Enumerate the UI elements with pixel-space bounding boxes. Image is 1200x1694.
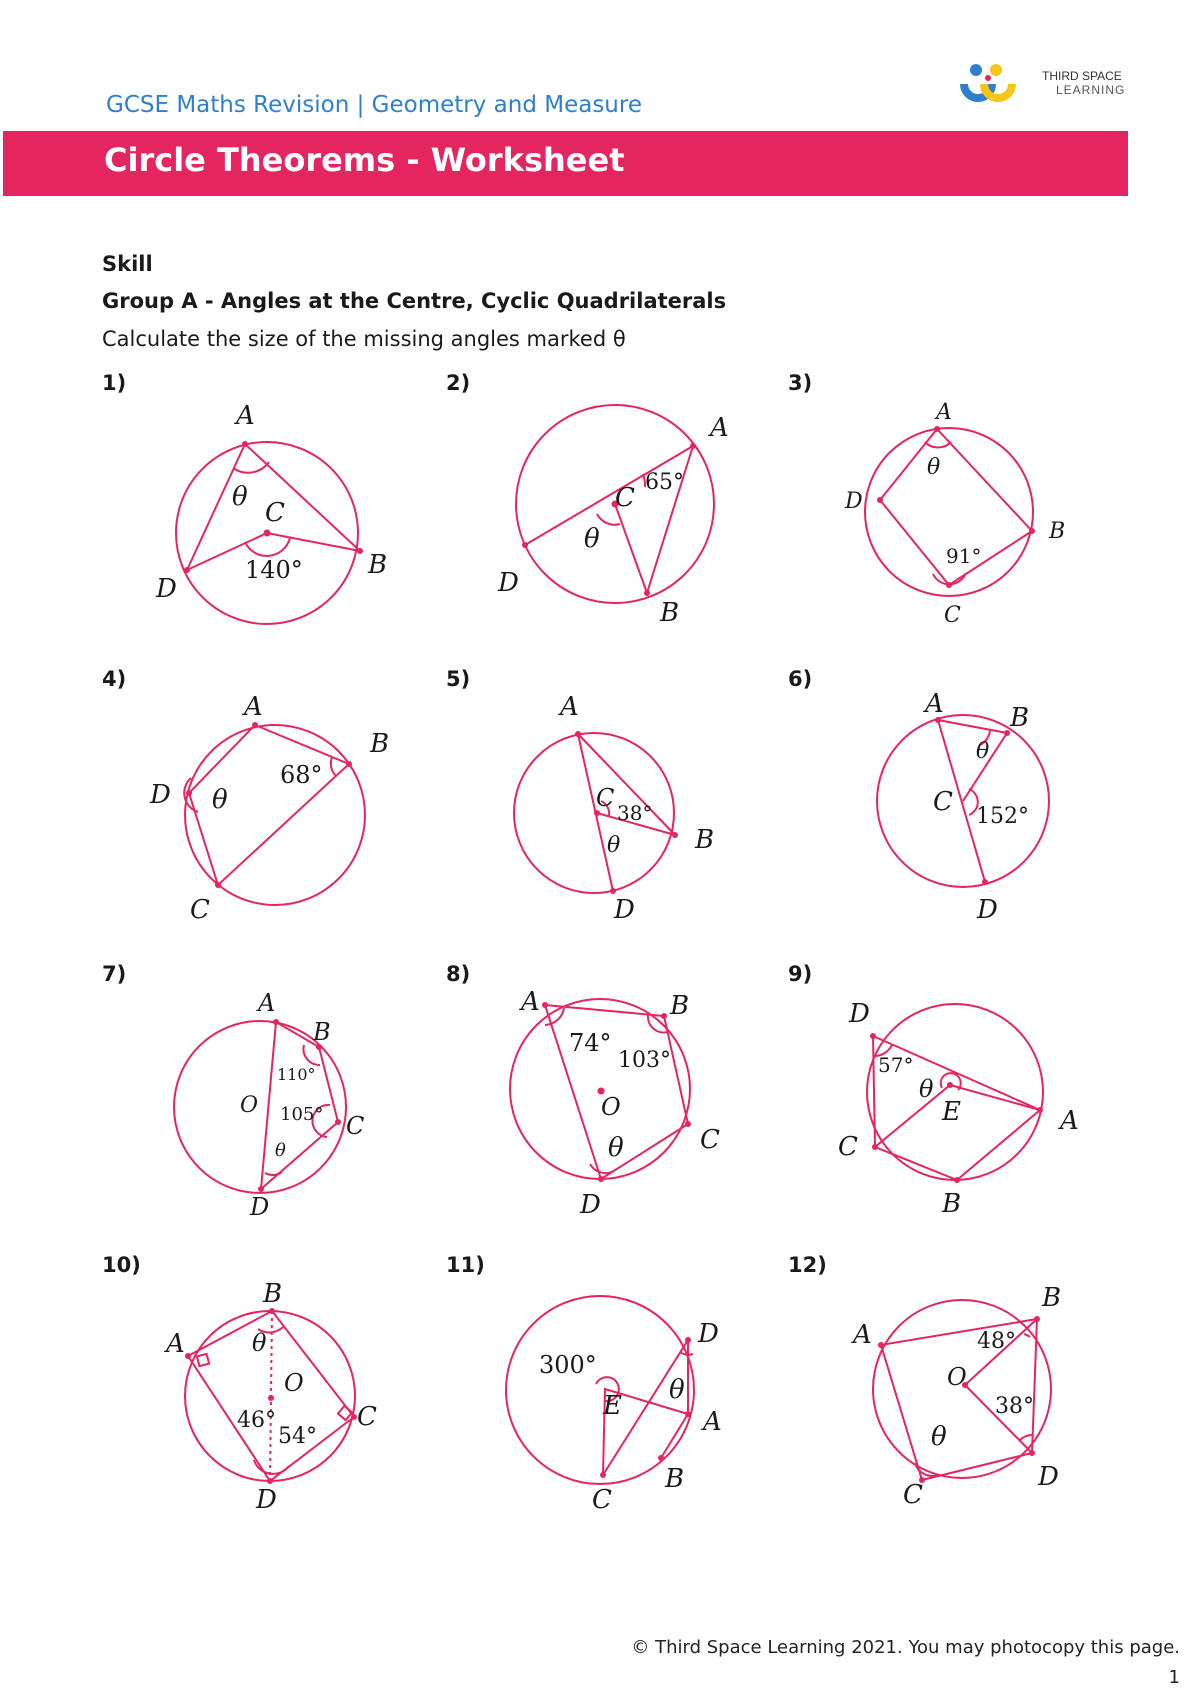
vertex-label: C (903, 1480, 923, 1510)
angle-value: 65° (645, 470, 684, 495)
angle-value: 68° (280, 761, 323, 789)
vertex-label: E (603, 1391, 622, 1421)
vertex-label: A (166, 1329, 185, 1359)
vertex-label: C (190, 895, 210, 925)
angle-value: 300° (539, 1351, 597, 1379)
angle-arc (1019, 1435, 1033, 1441)
vertex-label: A (936, 400, 952, 425)
page-subtitle: GCSE Maths Revision | Geometry and Measure (106, 92, 642, 118)
angle-value: 48° (977, 1329, 1016, 1354)
question-number: 2) (446, 371, 471, 395)
vertex-label: D (977, 895, 998, 925)
theta-label: θ (275, 1140, 286, 1161)
vertex-label: D (256, 1485, 277, 1515)
skill-label: Skill (102, 252, 153, 276)
vertex-label: B (313, 1018, 331, 1046)
vertex-label: D (698, 1319, 719, 1349)
vertex-label: C (346, 1112, 365, 1140)
vertex-label: O (947, 1363, 967, 1391)
theta-label: θ (976, 739, 990, 764)
vertex-label: B (942, 1189, 962, 1219)
angle-arc (1024, 1334, 1030, 1337)
vertex-label: C (838, 1132, 858, 1162)
question-number: 7) (102, 962, 127, 986)
vertex-label: E (942, 1097, 961, 1127)
vertex-label: B (1049, 519, 1066, 544)
vertex-label: O (284, 1369, 304, 1397)
question-number: 12) (788, 1253, 827, 1277)
vertex-label: D (250, 1193, 270, 1221)
question-number: 10) (102, 1253, 141, 1277)
question-number: 3) (788, 371, 813, 395)
copyright-notice: © Third Space Learning 2021. You may photocopy this page. (631, 1637, 1180, 1658)
page-number: 1 (1168, 1667, 1180, 1688)
angle-value: 46° (237, 1408, 276, 1433)
angle-value: 38° (995, 1394, 1034, 1419)
vertex-label: D (150, 780, 171, 810)
vertex-label: B (263, 1279, 283, 1309)
question-number: 5) (446, 667, 471, 691)
vertex-label: C (265, 498, 285, 528)
vertex-label: C (596, 784, 615, 812)
angle-value: 103° (618, 1048, 671, 1073)
theta-label: θ (919, 1075, 934, 1103)
vertex-label: C (933, 787, 953, 817)
vertex-label: C (592, 1485, 612, 1515)
angle-value: 152° (976, 804, 1029, 829)
vertex-label: B (1042, 1283, 1062, 1313)
vertex-label: B (670, 991, 690, 1021)
angle-value: 105° (280, 1104, 324, 1125)
brand-line2: LEARNING (1056, 83, 1126, 97)
angle-value: 57° (878, 1053, 914, 1077)
vertex-label: D (614, 895, 635, 925)
instruction-text: Calculate the size of the missing angles marked θ (102, 327, 626, 351)
vertex-label: D (1038, 1462, 1059, 1492)
brand-line1: THIRD SPACE (1042, 69, 1122, 83)
theta-label: θ (927, 455, 941, 480)
question-number: 9) (788, 962, 813, 986)
angle-value: 38° (617, 801, 653, 825)
angle-value: 140° (245, 556, 303, 584)
vertex-label: A (560, 692, 579, 722)
vertex-label: D (580, 1190, 601, 1220)
group-heading: Group A - Angles at the Centre, Cyclic Quadrilaterals (102, 289, 727, 313)
theta-label: θ (608, 1133, 624, 1163)
vertex-label: B (660, 598, 680, 628)
theta-label: θ (931, 1422, 947, 1452)
question-number: 8) (446, 962, 471, 986)
vertex-label: D (498, 568, 519, 598)
theta-label: θ (669, 1375, 685, 1405)
vertex-label: C (944, 603, 961, 628)
vertex-label: D (849, 999, 870, 1029)
vertex-label: C (615, 483, 635, 513)
vertex-label: A (710, 413, 729, 443)
vertex-label: A (244, 692, 263, 722)
angle-value: 74° (569, 1029, 612, 1057)
angle-value: 54° (278, 1424, 317, 1449)
angle-value: 91° (946, 544, 982, 568)
vertex-label: D (156, 574, 177, 604)
question-number: 11) (446, 1253, 485, 1277)
vertex-label: C (700, 1125, 720, 1155)
vertex-label: A (925, 689, 944, 719)
question-number: 4) (102, 667, 127, 691)
theta-label: θ (212, 785, 228, 815)
vertex-label: A (703, 1407, 722, 1437)
theta-label: θ (584, 524, 600, 554)
vertex-label: B (665, 1464, 685, 1494)
page-title: Circle Theorems - Worksheet (104, 141, 625, 179)
vertex-label: A (853, 1320, 872, 1350)
vertex-label: A (521, 987, 540, 1017)
vertex-label: C (357, 1402, 377, 1432)
vertex-label: A (236, 401, 255, 431)
question-number: 1) (102, 371, 127, 395)
vertex-label: B (368, 550, 388, 580)
vertex-label: D (845, 489, 863, 514)
theta-label: θ (607, 833, 621, 858)
theta-label: θ (232, 482, 248, 512)
vertex-label: B (1010, 703, 1030, 733)
vertex-label: B (695, 825, 715, 855)
vertex-label: A (258, 989, 276, 1017)
angle-value: 110° (277, 1065, 316, 1084)
vertex-label: B (370, 729, 390, 759)
vertex-label: A (1060, 1106, 1079, 1136)
question-number: 6) (788, 667, 813, 691)
theta-label: θ (252, 1329, 267, 1357)
vertex-label: O (240, 1093, 259, 1118)
vertex-label: O (601, 1093, 621, 1121)
